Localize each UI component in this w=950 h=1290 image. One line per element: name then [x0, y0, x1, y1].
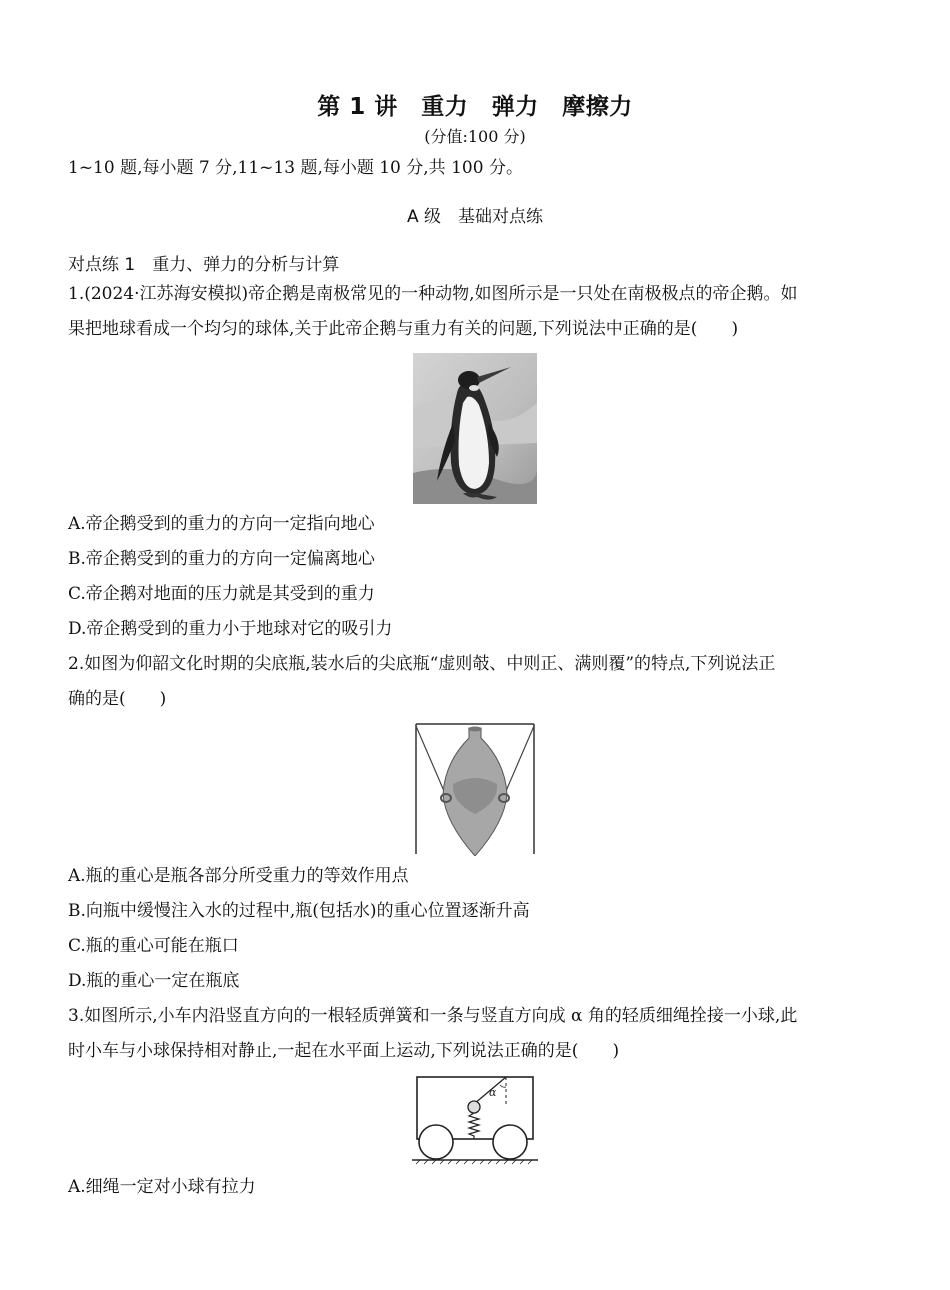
q3-option-a: A.细绳一定对小球有拉力	[68, 1177, 256, 1197]
q2-option-c: C.瓶的重心可能在瓶口	[68, 936, 239, 956]
q1-option-b: B.帝企鹅受到的重力的方向一定偏离地心	[68, 549, 375, 569]
level-heading: A 级 基础对点练	[406, 207, 544, 227]
instructions: 1~10 题,每小题 7 分,11~13 题,每小题 10 分,共 100 分。	[68, 158, 523, 178]
score-note: (分值:100 分)	[424, 127, 526, 146]
penguin-photo	[413, 353, 537, 504]
angle-label: α	[489, 1086, 497, 1099]
cart-spring-ball-diagram	[412, 1074, 538, 1166]
q2-stem-line2: 确的是( )	[68, 689, 167, 709]
page-title: 第 1 讲 重力 弹力 摩擦力	[317, 94, 633, 120]
pointed-bottom-bottle	[413, 722, 537, 856]
q1-option-c: C.帝企鹅对地面的压力就是其受到的重力	[68, 584, 375, 604]
q1-option-a: A.帝企鹅受到的重力的方向一定指向地心	[68, 514, 375, 534]
q1-stem-line1: 1.(2024·江苏海安模拟)帝企鹅是南极常见的一种动物,如图所示是一只处在南极极点的帝企鹅。如	[68, 284, 798, 304]
q3-stem-line2: 时小车与小球保持相对静止,一起在水平面上运动,下列说法正确的是( )	[68, 1041, 620, 1061]
q3-stem-line1: 3.如图所示,小车内沿竖直方向的一根轻质弹簧和一条与竖直方向成 α 角的轻质细绳拴接一小球,此	[68, 1006, 798, 1026]
q2-option-b: B.向瓶中缓慢注入水的过程中,瓶(包括水)的重心位置逐渐升高	[68, 901, 530, 921]
q2-option-a: A.瓶的重心是瓶各部分所受重力的等效作用点	[68, 866, 409, 886]
section-heading: 对点练 1 重力、弹力的分析与计算	[68, 255, 340, 275]
q2-stem-line1: 2.如图为仰韶文化时期的尖底瓶,装水后的尖底瓶“虚则攲、中则正、满则覆”的特点,下列说法正	[68, 654, 776, 674]
q2-option-d: D.瓶的重心一定在瓶底	[68, 971, 240, 991]
q1-stem-line2: 果把地球看成一个均匀的球体,关于此帝企鹅与重力有关的问题,下列说法中正确的是( )	[68, 319, 739, 339]
q1-option-d: D.帝企鹅受到的重力小于地球对它的吸引力	[68, 619, 393, 639]
